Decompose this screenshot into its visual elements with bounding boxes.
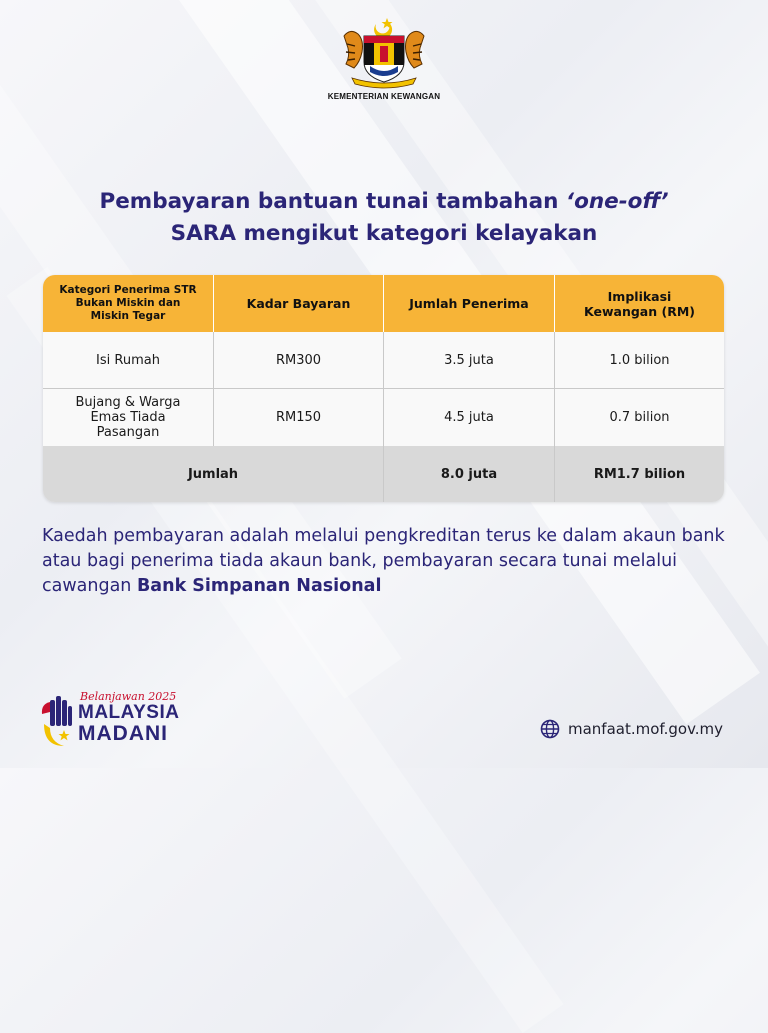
header-rate: Kadar Bayaran [214,275,384,332]
eligibility-table [43,275,724,502]
total-label: Jumlah [43,446,384,502]
row-amount: 1.0 bilion [609,352,670,368]
page-title-line-1 [40,186,728,218]
coat-of-arms-icon [330,14,438,92]
row-rate: RM300 [214,332,384,388]
table-total-row [43,446,724,502]
total-recipients: 8.0 juta [384,446,555,502]
header-recipients: Jumlah Penerima [384,275,555,332]
ministry-name: KEMENTERIAN KEWANGAN [327,92,441,101]
madani-mark-icon [40,694,74,750]
row-amount: 0.7 bilion [609,410,670,425]
row-category [43,389,214,446]
globe-icon [540,719,560,739]
logo-word-madani: MADANI [78,722,168,745]
website-url[interactable]: manfaat.mof.gov.my [568,720,724,738]
payment-method-paragraph [42,524,742,599]
row-recipients: 3.5 juta [384,332,555,388]
table-row [43,389,724,446]
page-title-line-2: SARA mengikut kategori kelayakan [170,221,598,246]
row-rate: RM150 [214,389,384,446]
header-category [43,275,214,332]
row-category: Isi Rumah [43,332,214,388]
paragraph-bold: Bank Simpanan Nasional [136,576,382,596]
logo-word-malaysia: MALAYSIA [78,702,180,723]
table-header-row [43,275,724,332]
malaysia-madani-logo [40,690,190,752]
header-financial-implication [555,275,724,332]
total-amount: RM1.7 bilion [593,466,686,482]
paragraph-text: Kaedah pembayaran adalah melalui pengkreditan terus ke dalam akaun bank atau bagi penerima tiada akaun bank, pembayaran secara tunai melalui cawangan [42,526,725,596]
website-link[interactable] [540,719,723,739]
table-row [43,332,724,389]
row-category-text: Bujang & Warga Emas Tiada Pasangan [75,395,181,440]
row-recipients: 4.5 juta [384,389,555,446]
title-italic: ‘one-off’ [565,189,669,214]
header-category-text: Kategori Penerima STR Bukan Miskin dan Miskin Tegar [59,284,197,322]
title-text: Pembayaran bantuan tunai tambahan [99,189,566,214]
logo-script-text: Belanjawan 2025 [80,690,177,703]
header-financial-text: Implikasi Kewangan (RM) [584,288,695,319]
